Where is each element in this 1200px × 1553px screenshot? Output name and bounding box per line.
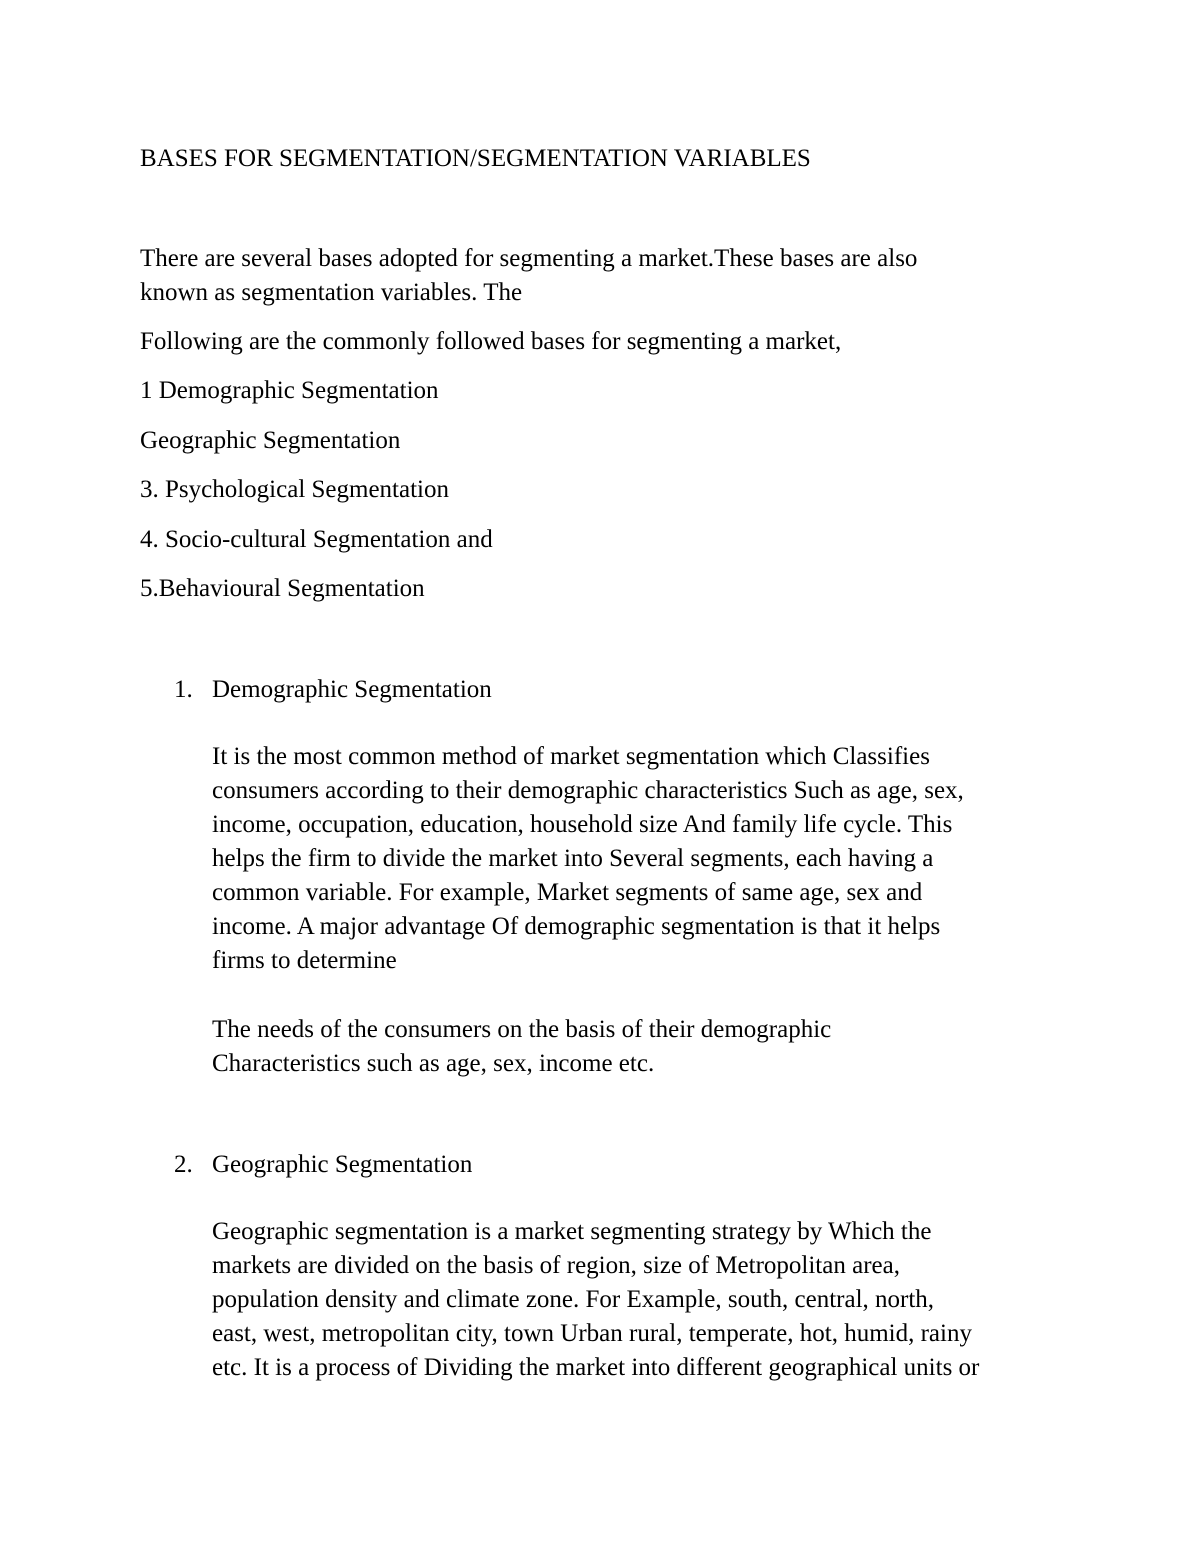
intro-line: Following are the commonly followed bases for segmenting a market,: [140, 328, 842, 355]
bases-list-item: Geographic Segmentation: [140, 427, 401, 454]
bases-list-item: 1 Demographic Segmentation: [140, 377, 439, 404]
section-heading: Demographic Segmentation: [212, 676, 492, 703]
section-paragraph: [212, 1215, 1112, 1385]
paragraph-line: The needs of the consumers on the basis of their demographic: [212, 1016, 832, 1043]
bases-list-item: 4. Socio-cultural Segmentation and: [140, 526, 493, 553]
document-title: BASES FOR SEGMENTATION/SEGMENTATION VARIABLES: [140, 145, 811, 172]
paragraph-line: common variable. For example, Market segments of same age, sex and: [212, 879, 923, 906]
section-number: 2.: [174, 1151, 193, 1178]
paragraph-line: east, west, metropolitan city, town Urban rural, temperate, hot, humid, rainy: [212, 1320, 972, 1347]
paragraph-line: population density and climate zone. For Example, south, central, north,: [212, 1286, 935, 1313]
paragraph-line: Characteristics such as age, sex, income etc.: [212, 1050, 655, 1077]
intro-line: known as segmentation variables. The: [140, 279, 523, 306]
paragraph-line: firms to determine: [212, 947, 397, 974]
paragraph-line: Geographic segmentation is a market segmenting strategy by Which the: [212, 1218, 932, 1245]
paragraph-line: consumers according to their demographic characteristics Such as age, sex,: [212, 777, 964, 804]
bases-list-item: 3. Psychological Segmentation: [140, 476, 449, 503]
section-paragraph: [212, 1013, 1112, 1081]
paragraph-line: income, occupation, education, household size And family life cycle. This: [212, 811, 953, 838]
intro-line: There are several bases adopted for segmenting a market.These bases are also: [140, 245, 918, 272]
paragraph-line: markets are divided on the basis of region, size of Metropolitan area,: [212, 1252, 900, 1279]
paragraph-line: It is the most common method of market segmentation which Classifies: [212, 743, 930, 770]
section-number: 1.: [174, 676, 193, 703]
paragraph-line: helps the firm to divide the market into Several segments, each having a: [212, 845, 934, 872]
paragraph-line: income. A major advantage Of demographic segmentation is that it helps: [212, 913, 941, 940]
bases-list-item: 5.Behavioural Segmentation: [140, 575, 425, 602]
section-heading: Geographic Segmentation: [212, 1151, 473, 1178]
paragraph-line: etc. It is a process of Dividing the market into different geographical units or: [212, 1354, 980, 1381]
section-paragraph: [212, 740, 1112, 978]
